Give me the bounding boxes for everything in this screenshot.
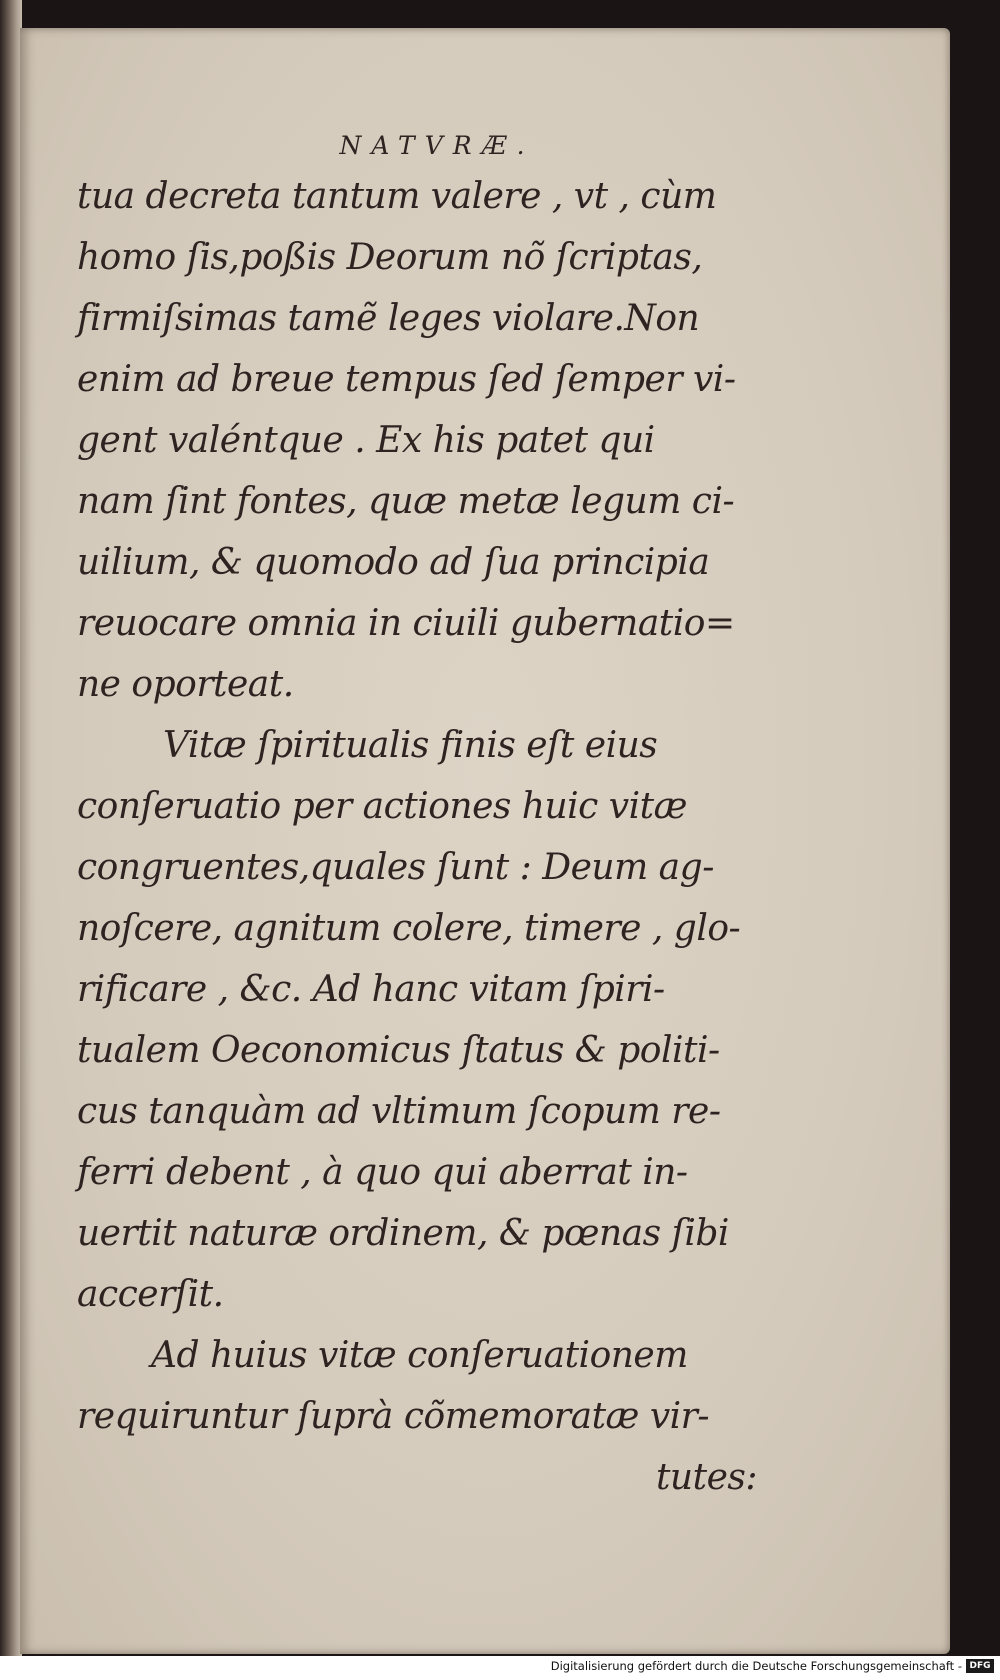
text-line: cus tanquàm ad vltimum ſcopum re-	[77, 1091, 721, 1132]
book-binding-edge	[0, 0, 22, 1656]
text-line: accerſit.	[77, 1274, 224, 1315]
dfg-logo: DFG	[966, 1659, 994, 1673]
text-line: uilium, & quomodo ad ſua principia	[77, 542, 710, 583]
paragraph-start-line: Vitæ ſpiritualis finis eſt eius	[163, 725, 658, 766]
running-head: NATVRÆ.	[339, 131, 535, 160]
footer-bar	[0, 1656, 1000, 1680]
text-line: rificare , &c. Ad hanc vitam ſpiri-	[77, 969, 665, 1010]
text-line: requiruntur ſuprà cõmemoratæ vir-	[77, 1396, 710, 1437]
text-line: tualem Oeconomicus ſtatus & politi-	[77, 1030, 720, 1071]
text-line: conſeruatio per actiones huic vitæ	[77, 786, 687, 827]
text-line: firmiſsimas tamẽ leges violare.Non	[77, 298, 700, 339]
text-line: enim ad breue tempus ſed ſemper vi-	[77, 359, 736, 400]
text-line: noſcere, agnitum colere, timere , glo-	[77, 908, 741, 949]
text-line: uertit naturæ ordinem, & pœnas ſibi	[77, 1213, 729, 1254]
catchword: tutes:	[655, 1457, 757, 1498]
digitization-credit: Digitalisierung gefördert durch die Deutsche Forschungsgemeinschaft -	[550, 1659, 962, 1673]
text-line: congruentes,quales ſunt : Deum ag-	[77, 847, 714, 888]
text-block	[77, 126, 757, 1508]
text-line: nam ſint fontes, quæ metæ legum ci-	[77, 481, 735, 522]
text-line: tua decreta tantum valere , vt , cùm	[77, 176, 717, 217]
paragraph-start-line: Ad huius vitæ conſeruationem	[151, 1335, 688, 1376]
text-line: reuocare omnia in ciuili gubernatio=	[77, 603, 735, 644]
text-line: gent valéntque . Ex his patet qui	[77, 420, 655, 461]
book-page	[20, 28, 950, 1654]
text-line: ne oporteat.	[77, 664, 294, 705]
text-line: ferri debent , à quo qui aberrat in-	[77, 1152, 688, 1193]
text-line: homo ſis,poßis Deorum nõ ſcriptas,	[77, 237, 703, 278]
